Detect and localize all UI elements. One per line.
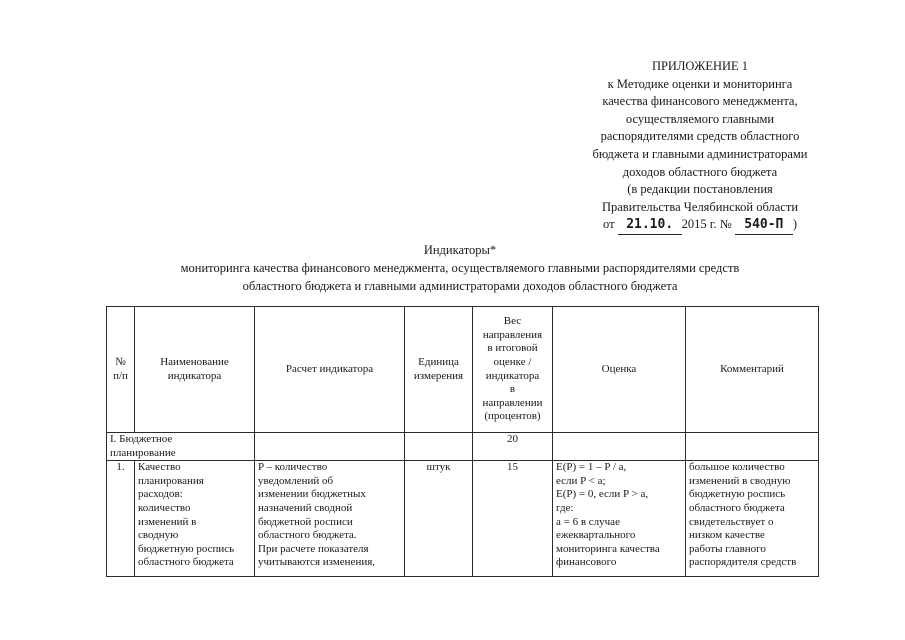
number-blank	[735, 216, 793, 235]
title-main: Индикаторы*	[423, 243, 497, 257]
date-closing: )	[792, 217, 797, 232]
header-row	[107, 307, 819, 433]
row-unit: штук	[405, 461, 473, 577]
number-handwritten: 540-П	[744, 217, 784, 233]
header-comment: Комментарий	[686, 307, 819, 433]
appendix-line: осуществляемого главными	[625, 111, 775, 126]
appendix-date-line	[560, 216, 840, 235]
appendix-line: Правительства Челябинской области	[601, 199, 799, 214]
indicators-table	[106, 306, 819, 577]
row-calc: P – количество уведомлений об изменении бюджетных назначений сводной бюджетной росписи областного бюджета. При расчете показателя учитываются изменения,	[255, 461, 405, 577]
section-calc-empty	[255, 433, 405, 461]
appendix-line: бюджета и главными администраторами	[592, 146, 808, 161]
header-name: Наименование индикатора	[135, 307, 255, 433]
row-eval: E(P) = 1 – P / a, если P < a; E(P) = 0, если P > a, где: a = 6 в случае ежеквартального мониторинга качества финансового	[553, 461, 686, 577]
date-suffix: 2015 г. №	[681, 217, 732, 232]
header-weight: Вес направления в итоговой оценке / индикатора в направлении (процентов)	[473, 307, 553, 433]
section-row	[107, 433, 819, 461]
row-num: 1.	[107, 461, 135, 577]
appendix-block	[560, 58, 840, 235]
section-unit-empty	[405, 433, 473, 461]
row-comment: большое количество изменений в сводную бюджетную роспись областного бюджета свидетельствует о низком качестве работы главного распорядителя средств	[686, 461, 819, 577]
header-eval: Оценка	[553, 307, 686, 433]
document-title	[100, 241, 820, 295]
header-num: № п/п	[107, 307, 135, 433]
header-calc: Расчет индикатора	[255, 307, 405, 433]
appendix-line: (в редакции постановления	[627, 182, 773, 197]
title-line-1: мониторинга качества финансового менеджмента, осуществляемого главными распорядителями средств	[180, 261, 740, 275]
row-name: Качество планирования расходов: количество изменений в сводную бюджетную роспись областного бюджета	[135, 461, 255, 577]
row-weight: 15	[473, 461, 553, 577]
title-line-2: областного бюджета и главными администраторами доходов областного бюджета	[242, 279, 678, 293]
date-prefix: от	[602, 217, 615, 232]
section-comment-empty	[686, 433, 819, 461]
appendix-heading: ПРИЛОЖЕНИЕ 1	[651, 59, 749, 73]
header-unit: Единица измерения	[405, 307, 473, 433]
appendix-line: к Методике оценки и мониторинга	[607, 76, 793, 91]
appendix-line: доходов областного бюджета	[622, 164, 778, 179]
table-row	[107, 461, 819, 577]
date-handwritten: 21.10.	[626, 217, 674, 233]
date-blank	[618, 216, 682, 235]
appendix-line: распорядителями средств областного	[600, 129, 800, 144]
section-name: I. Бюджетное планирование	[107, 433, 255, 461]
appendix-line: качества финансового менеджмента,	[602, 94, 798, 109]
section-eval-empty	[553, 433, 686, 461]
section-weight: 20	[473, 433, 553, 461]
